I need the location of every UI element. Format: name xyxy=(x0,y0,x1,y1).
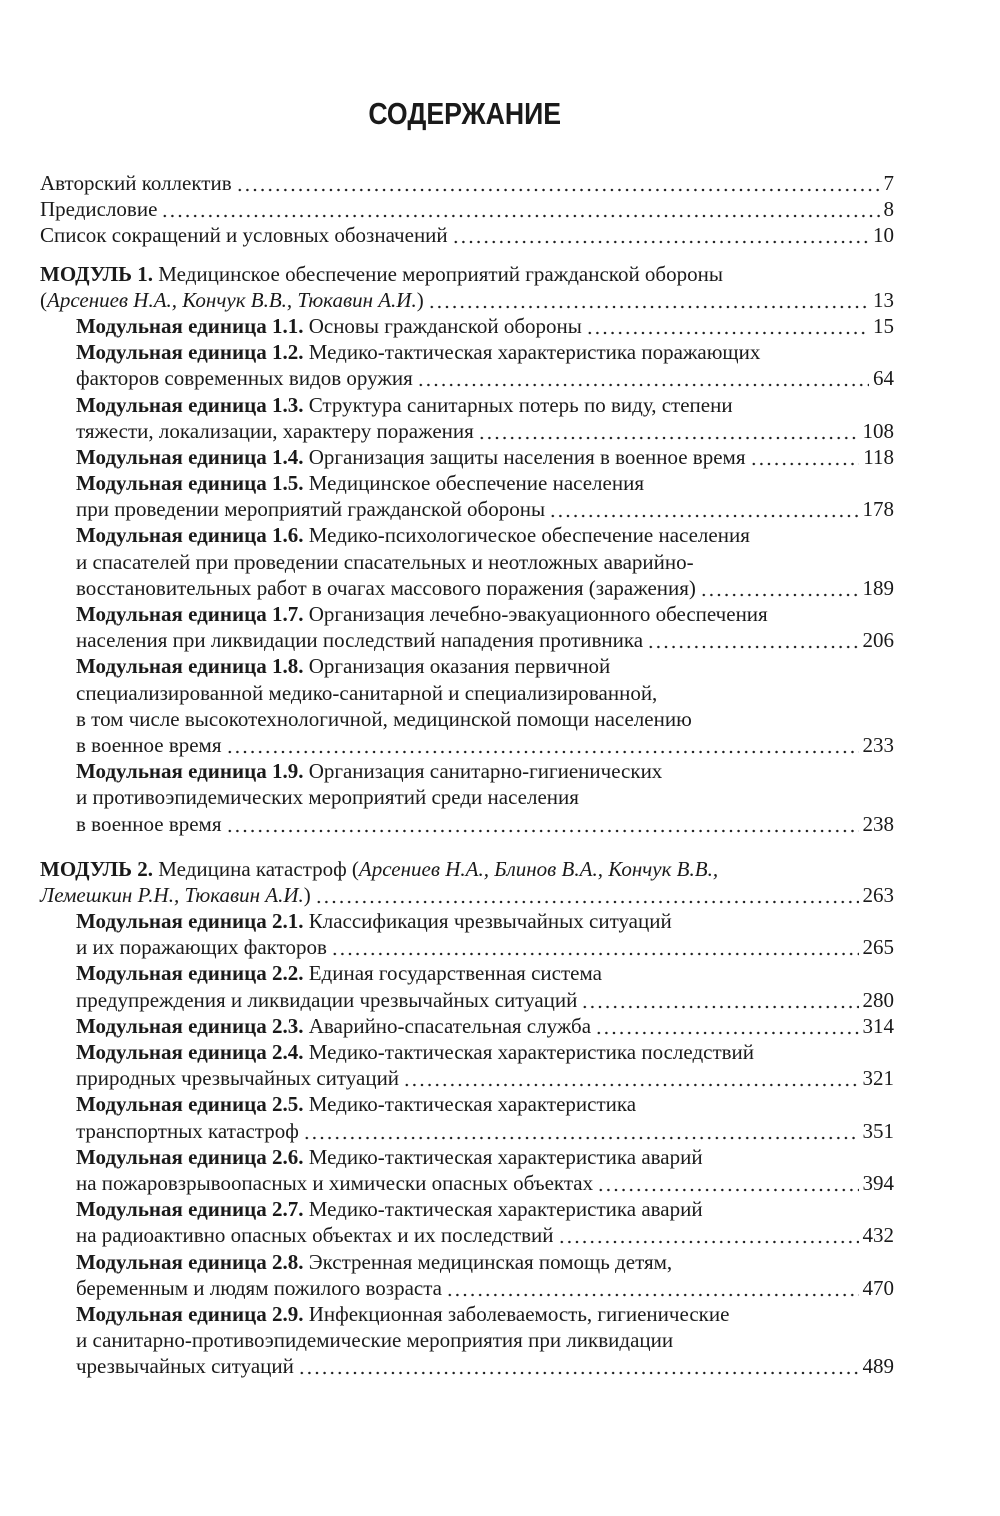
entry-label: Модульная единица 2.4. xyxy=(76,1040,304,1064)
dot-leader xyxy=(597,1170,858,1196)
page-number[interactable]: 10 xyxy=(873,223,894,248)
toc-line xyxy=(40,856,894,882)
toc-line-text xyxy=(76,549,694,575)
toc-line-text xyxy=(76,1353,294,1379)
toc-subentry[interactable] xyxy=(40,1144,894,1196)
toc-line-text xyxy=(76,1091,636,1117)
dot-leader xyxy=(750,444,860,470)
entry-label: Модульная единица 2.2. xyxy=(76,961,304,986)
toc-subentry[interactable] xyxy=(40,601,894,653)
entry-title: Организация лечебно-эвакуационного обеспечения xyxy=(303,602,768,626)
toc-subentry[interactable] xyxy=(40,470,894,522)
entry-label: МОДУЛЬ 2. xyxy=(40,856,153,881)
toc-line-text xyxy=(76,339,760,365)
page-title: СОДЕРЖАНИЕ xyxy=(368,96,562,131)
toc-line-text xyxy=(76,1039,754,1065)
toc-line-text xyxy=(76,496,545,522)
toc-line xyxy=(76,811,894,837)
toc-line xyxy=(76,470,894,496)
toc-line-text xyxy=(76,392,733,418)
dot-leader xyxy=(586,313,869,339)
dot-leader xyxy=(549,496,858,522)
dot-leader xyxy=(331,934,859,960)
dot-leader xyxy=(595,1013,858,1039)
entry-label: Модульная единица 1.2. xyxy=(76,340,304,365)
toc-subentry[interactable] xyxy=(40,960,894,1012)
toc-line-text xyxy=(76,706,692,732)
entry-label: Модульная единица 1.9. xyxy=(76,759,304,784)
toc-subentry[interactable] xyxy=(40,392,894,444)
section-gap xyxy=(40,837,894,856)
dot-leader xyxy=(446,1275,858,1301)
toc-line-text xyxy=(76,365,413,391)
entry-label: Модульная единица 1.3. xyxy=(76,392,304,417)
entry-title: Основы гражданской обороны xyxy=(303,313,582,338)
page-number[interactable]: 263 xyxy=(862,882,894,907)
toc-line-text xyxy=(76,1222,554,1248)
toc-line-text xyxy=(76,1327,673,1353)
toc-line-text xyxy=(76,758,662,784)
page-number[interactable]: 15 xyxy=(873,313,894,338)
toc-line-text xyxy=(76,1249,672,1275)
entry-label: МОДУЛЬ 1. xyxy=(40,261,153,286)
toc-line xyxy=(76,339,894,365)
entry-label: Модульная единица 2.3. xyxy=(76,1013,304,1038)
dot-leader xyxy=(403,1065,858,1091)
entry-label: Модульная единица 2.6. xyxy=(76,1144,304,1169)
toc-line-text xyxy=(76,934,327,960)
entry-title: транспортных катастроф xyxy=(76,1118,299,1143)
entry-label: Модульная единица 2.5. xyxy=(76,1092,304,1117)
entry-label: Модульная единица 1.8. xyxy=(76,654,304,679)
entry-title: Единая государственная система xyxy=(303,961,602,986)
page-number[interactable]: 265 xyxy=(862,935,894,960)
entry-title: Медико-тактическая характеристика аварий xyxy=(303,1144,703,1169)
toc-subentry[interactable] xyxy=(40,522,894,601)
page-number[interactable]: 321 xyxy=(862,1066,894,1091)
entry-label: Модульная единица 2.7. xyxy=(76,1197,304,1222)
toc-line xyxy=(76,575,894,601)
toc-subentry[interactable] xyxy=(40,1013,894,1039)
toc-line-text xyxy=(40,261,723,287)
toc-line xyxy=(76,680,894,706)
dot-leader xyxy=(298,1353,859,1379)
entry-title: Медико-тактическая характеристика аварий xyxy=(303,1197,703,1222)
toc-line-text xyxy=(76,987,577,1013)
entry-label: Модульная единица 1.4. xyxy=(76,444,304,469)
entry-title: тяжести, локализации, характеру поражения xyxy=(76,418,474,443)
toc-line xyxy=(76,784,894,810)
toc-line-text xyxy=(76,653,610,679)
toc-line-text xyxy=(40,882,311,908)
toc-line xyxy=(76,549,894,575)
toc-line-text xyxy=(40,287,424,313)
toc-subentry[interactable] xyxy=(40,1039,894,1091)
toc-subentry[interactable] xyxy=(40,1091,894,1143)
entry-label: Модульная единица 2.1. xyxy=(76,909,304,934)
entry-title: Организация защиты населения в военное время xyxy=(303,444,746,469)
toc-line xyxy=(76,1249,894,1275)
toc-subentry[interactable] xyxy=(40,758,894,837)
entry-title: при проведении мероприятий гражданской обороны xyxy=(76,497,546,522)
toc-subentry[interactable] xyxy=(40,908,894,960)
toc-line xyxy=(76,960,894,986)
entry-title: Предисловие xyxy=(40,197,158,222)
page-number[interactable]: 280 xyxy=(862,987,894,1012)
page-number[interactable]: 189 xyxy=(862,575,894,600)
toc-line-text xyxy=(40,196,157,222)
toc-subentry[interactable] xyxy=(40,313,894,339)
entry-label: Модульная единица 2.9. xyxy=(76,1301,304,1326)
entry-label: Модульная единица 1.6. xyxy=(76,523,304,548)
dot-leader xyxy=(452,222,869,248)
toc-line xyxy=(40,222,894,248)
entry-title: предупреждения и ликвидации чрезвычайных ситуаций xyxy=(76,987,578,1012)
toc-line xyxy=(76,758,894,784)
toc-line xyxy=(76,1275,894,1301)
toc-line xyxy=(76,627,894,653)
toc-line xyxy=(76,1327,894,1353)
authors: Арсениев Н.А., Кончук В.В., Тюкавин А.И. xyxy=(47,287,417,312)
toc-line-text xyxy=(76,1275,442,1301)
toc-line xyxy=(76,1170,894,1196)
toc-line xyxy=(76,1222,894,1248)
page-number[interactable]: 108 xyxy=(862,418,894,443)
toc-entry[interactable] xyxy=(40,222,894,248)
dot-leader xyxy=(558,1222,859,1248)
dot-leader xyxy=(303,1118,859,1144)
toc-entry[interactable] xyxy=(40,261,894,313)
entry-title: Инфекционная заболеваемость, гигиенические xyxy=(303,1301,730,1326)
toc-line-text xyxy=(76,960,602,986)
toc-line xyxy=(76,392,894,418)
entry-title: и противоэпидемических мероприятий среди населения xyxy=(76,785,579,810)
entry-title: в военное время xyxy=(76,811,222,836)
page-number[interactable]: 432 xyxy=(862,1223,894,1248)
toc-line-text xyxy=(76,1013,591,1039)
toc-line xyxy=(76,653,894,679)
toc-subentry[interactable] xyxy=(40,1196,894,1248)
toc-line xyxy=(76,1301,894,1327)
authors: Лемешкин Р.Н., Тюкавин А.И. xyxy=(40,882,304,907)
dot-leader xyxy=(478,418,859,444)
table-of-contents xyxy=(40,170,894,1379)
toc-line xyxy=(76,908,894,934)
toc-line xyxy=(76,1196,894,1222)
toc-line xyxy=(76,1118,894,1144)
toc-line-text xyxy=(40,856,718,882)
entry-title: Медико-тактическая характеристика поражающих xyxy=(303,340,761,365)
page-number[interactable]: 233 xyxy=(862,732,894,757)
toc-line-text xyxy=(76,908,672,934)
toc-line-text xyxy=(76,811,222,837)
dot-leader xyxy=(226,732,859,758)
entry-title: Медицинское обеспечение населения xyxy=(303,471,644,496)
entry-title: Организация оказания первичной xyxy=(303,654,611,679)
toc-entry[interactable] xyxy=(40,170,894,196)
entry-label: Модульная единица 1.1. xyxy=(76,313,304,338)
toc-line xyxy=(76,365,894,391)
entry-title: населения при ликвидации последствий нападения противника xyxy=(76,628,644,653)
toc-line-text xyxy=(76,522,750,548)
toc-line xyxy=(76,732,894,758)
toc-subentry[interactable] xyxy=(40,1301,894,1380)
toc-line-text xyxy=(76,627,643,653)
authors: Арсениев Н.А., Блинов В.А., Кончук В.В., xyxy=(358,856,719,881)
toc-line-text xyxy=(76,680,657,706)
toc-subentry[interactable] xyxy=(40,339,894,391)
dot-leader xyxy=(236,170,880,196)
entry-title: Медицинское обеспечение мероприятий гражданской обороны xyxy=(153,261,723,286)
entry-title: Список сокращений и условных обозначений xyxy=(40,223,448,248)
entry-title: и санитарно-противоэпидемические мероприятия при ликвидации xyxy=(76,1328,674,1353)
toc-line-text xyxy=(76,418,474,444)
entry-title: ( xyxy=(40,287,47,312)
toc-line xyxy=(76,1091,894,1117)
entry-title: чрезвычайных ситуаций xyxy=(76,1354,294,1379)
entry-title: восстановительных работ в очагах массового поражения (заражения) xyxy=(76,575,696,600)
dot-leader xyxy=(700,575,859,601)
entry-title: и спасателей при проведении спасательных и неотложных аварийно- xyxy=(76,549,694,574)
dot-leader xyxy=(428,287,869,313)
toc-line xyxy=(76,1013,894,1039)
dot-leader xyxy=(647,627,858,653)
entry-label: Модульная единица 1.5. xyxy=(76,471,304,496)
entry-title: ) xyxy=(416,287,424,312)
entry-title: Классификация чрезвычайных ситуаций xyxy=(303,909,672,934)
toc-section xyxy=(40,261,894,837)
entry-title: Медико-тактическая характеристика последствий xyxy=(303,1040,755,1064)
entry-title: Организация санитарно-гигиенических xyxy=(303,759,663,784)
page-number[interactable]: 7 xyxy=(883,171,894,195)
toc-line xyxy=(76,706,894,732)
entry-title: Экстренная медицинская помощь детям, xyxy=(303,1249,673,1274)
toc-line xyxy=(76,496,894,522)
page-number[interactable]: 238 xyxy=(862,811,894,836)
entry-label: Модульная единица 2.8. xyxy=(76,1249,304,1274)
entry-title: на радиоактивно опасных объектах и их последствий xyxy=(76,1223,554,1248)
toc-line xyxy=(76,601,894,627)
page-number[interactable]: 206 xyxy=(862,628,894,653)
entry-title: факторов современных видов оружия xyxy=(76,366,413,391)
toc-section xyxy=(40,856,894,1380)
toc-line xyxy=(76,1065,894,1091)
page-number[interactable]: 178 xyxy=(862,497,894,522)
toc-line xyxy=(40,196,894,222)
dot-leader xyxy=(315,882,859,908)
page-number[interactable]: 64 xyxy=(873,366,894,391)
page-number[interactable]: 489 xyxy=(862,1354,894,1379)
entry-title: Медико-тактическая характеристика xyxy=(303,1092,637,1117)
toc-line xyxy=(76,1144,894,1170)
toc-line-text xyxy=(76,313,582,339)
toc-line-text xyxy=(76,1065,399,1091)
toc-line-text xyxy=(76,1118,299,1144)
toc-line xyxy=(40,261,894,287)
entry-title: в военное время xyxy=(76,732,222,757)
dot-leader xyxy=(226,811,859,837)
entry-title: Медицина катастроф ( xyxy=(153,856,359,881)
page-number[interactable]: 394 xyxy=(862,1170,894,1195)
page-number[interactable]: 470 xyxy=(862,1275,894,1300)
toc-line-text xyxy=(76,575,696,601)
dot-leader xyxy=(161,196,879,222)
toc-line xyxy=(40,287,894,313)
entry-title: Аварийно-спасательная служба xyxy=(303,1013,592,1038)
toc-entry[interactable] xyxy=(40,196,894,222)
entry-title: ) xyxy=(303,882,311,907)
page-number[interactable]: 8 xyxy=(883,197,894,222)
toc-entry[interactable] xyxy=(40,856,894,908)
toc-subentry[interactable] xyxy=(40,444,894,470)
entry-title: Структура санитарных потерь по виду, степени xyxy=(303,392,733,417)
toc-line-text xyxy=(40,222,448,248)
toc-section xyxy=(40,170,894,249)
toc-line xyxy=(76,1039,894,1065)
toc-line xyxy=(76,934,894,960)
toc-line-text xyxy=(76,1301,729,1327)
toc-line xyxy=(76,987,894,1013)
toc-line-text xyxy=(76,1196,703,1222)
entry-title: в том числе высокотехнологичной, медицинской помощи населению xyxy=(76,706,692,731)
page-number[interactable]: 118 xyxy=(863,444,894,469)
toc-subentry[interactable] xyxy=(40,1249,894,1301)
toc-line-text xyxy=(76,444,746,470)
toc-subentry[interactable] xyxy=(40,653,894,758)
toc-line-text xyxy=(76,732,222,758)
toc-line-text xyxy=(76,784,579,810)
toc-line-text xyxy=(76,1170,593,1196)
dot-leader xyxy=(581,987,858,1013)
toc-line xyxy=(76,522,894,548)
entry-title: Авторский коллектив xyxy=(40,171,232,195)
entry-title: природных чрезвычайных ситуаций xyxy=(76,1066,400,1091)
entry-title: специализированной медико-санитарной и специализированной, xyxy=(76,680,658,705)
dot-leader xyxy=(417,365,869,391)
entry-title: Медико-психологическое обеспечение населения xyxy=(303,523,750,548)
toc-line xyxy=(76,1353,894,1379)
toc-line xyxy=(40,882,894,908)
toc-line xyxy=(40,170,894,196)
section-gap xyxy=(40,249,894,261)
toc-line xyxy=(76,444,894,470)
toc-line xyxy=(76,418,894,444)
entry-title: на пожаровзрывоопасных и химически опасных объектах xyxy=(76,1170,594,1195)
entry-label: Модульная единица 1.7. xyxy=(76,602,304,626)
page-number[interactable]: 13 xyxy=(873,287,894,312)
toc-line-text xyxy=(76,601,768,627)
toc-line xyxy=(76,313,894,339)
toc-line-text xyxy=(76,470,644,496)
entry-title: беременным и людям пожилого возраста xyxy=(76,1275,443,1300)
toc-line-text xyxy=(76,1144,703,1170)
toc-line-text xyxy=(40,170,232,196)
page-number[interactable]: 351 xyxy=(862,1118,894,1143)
page-number[interactable]: 314 xyxy=(862,1013,894,1038)
entry-title: и их поражающих факторов xyxy=(76,935,327,960)
